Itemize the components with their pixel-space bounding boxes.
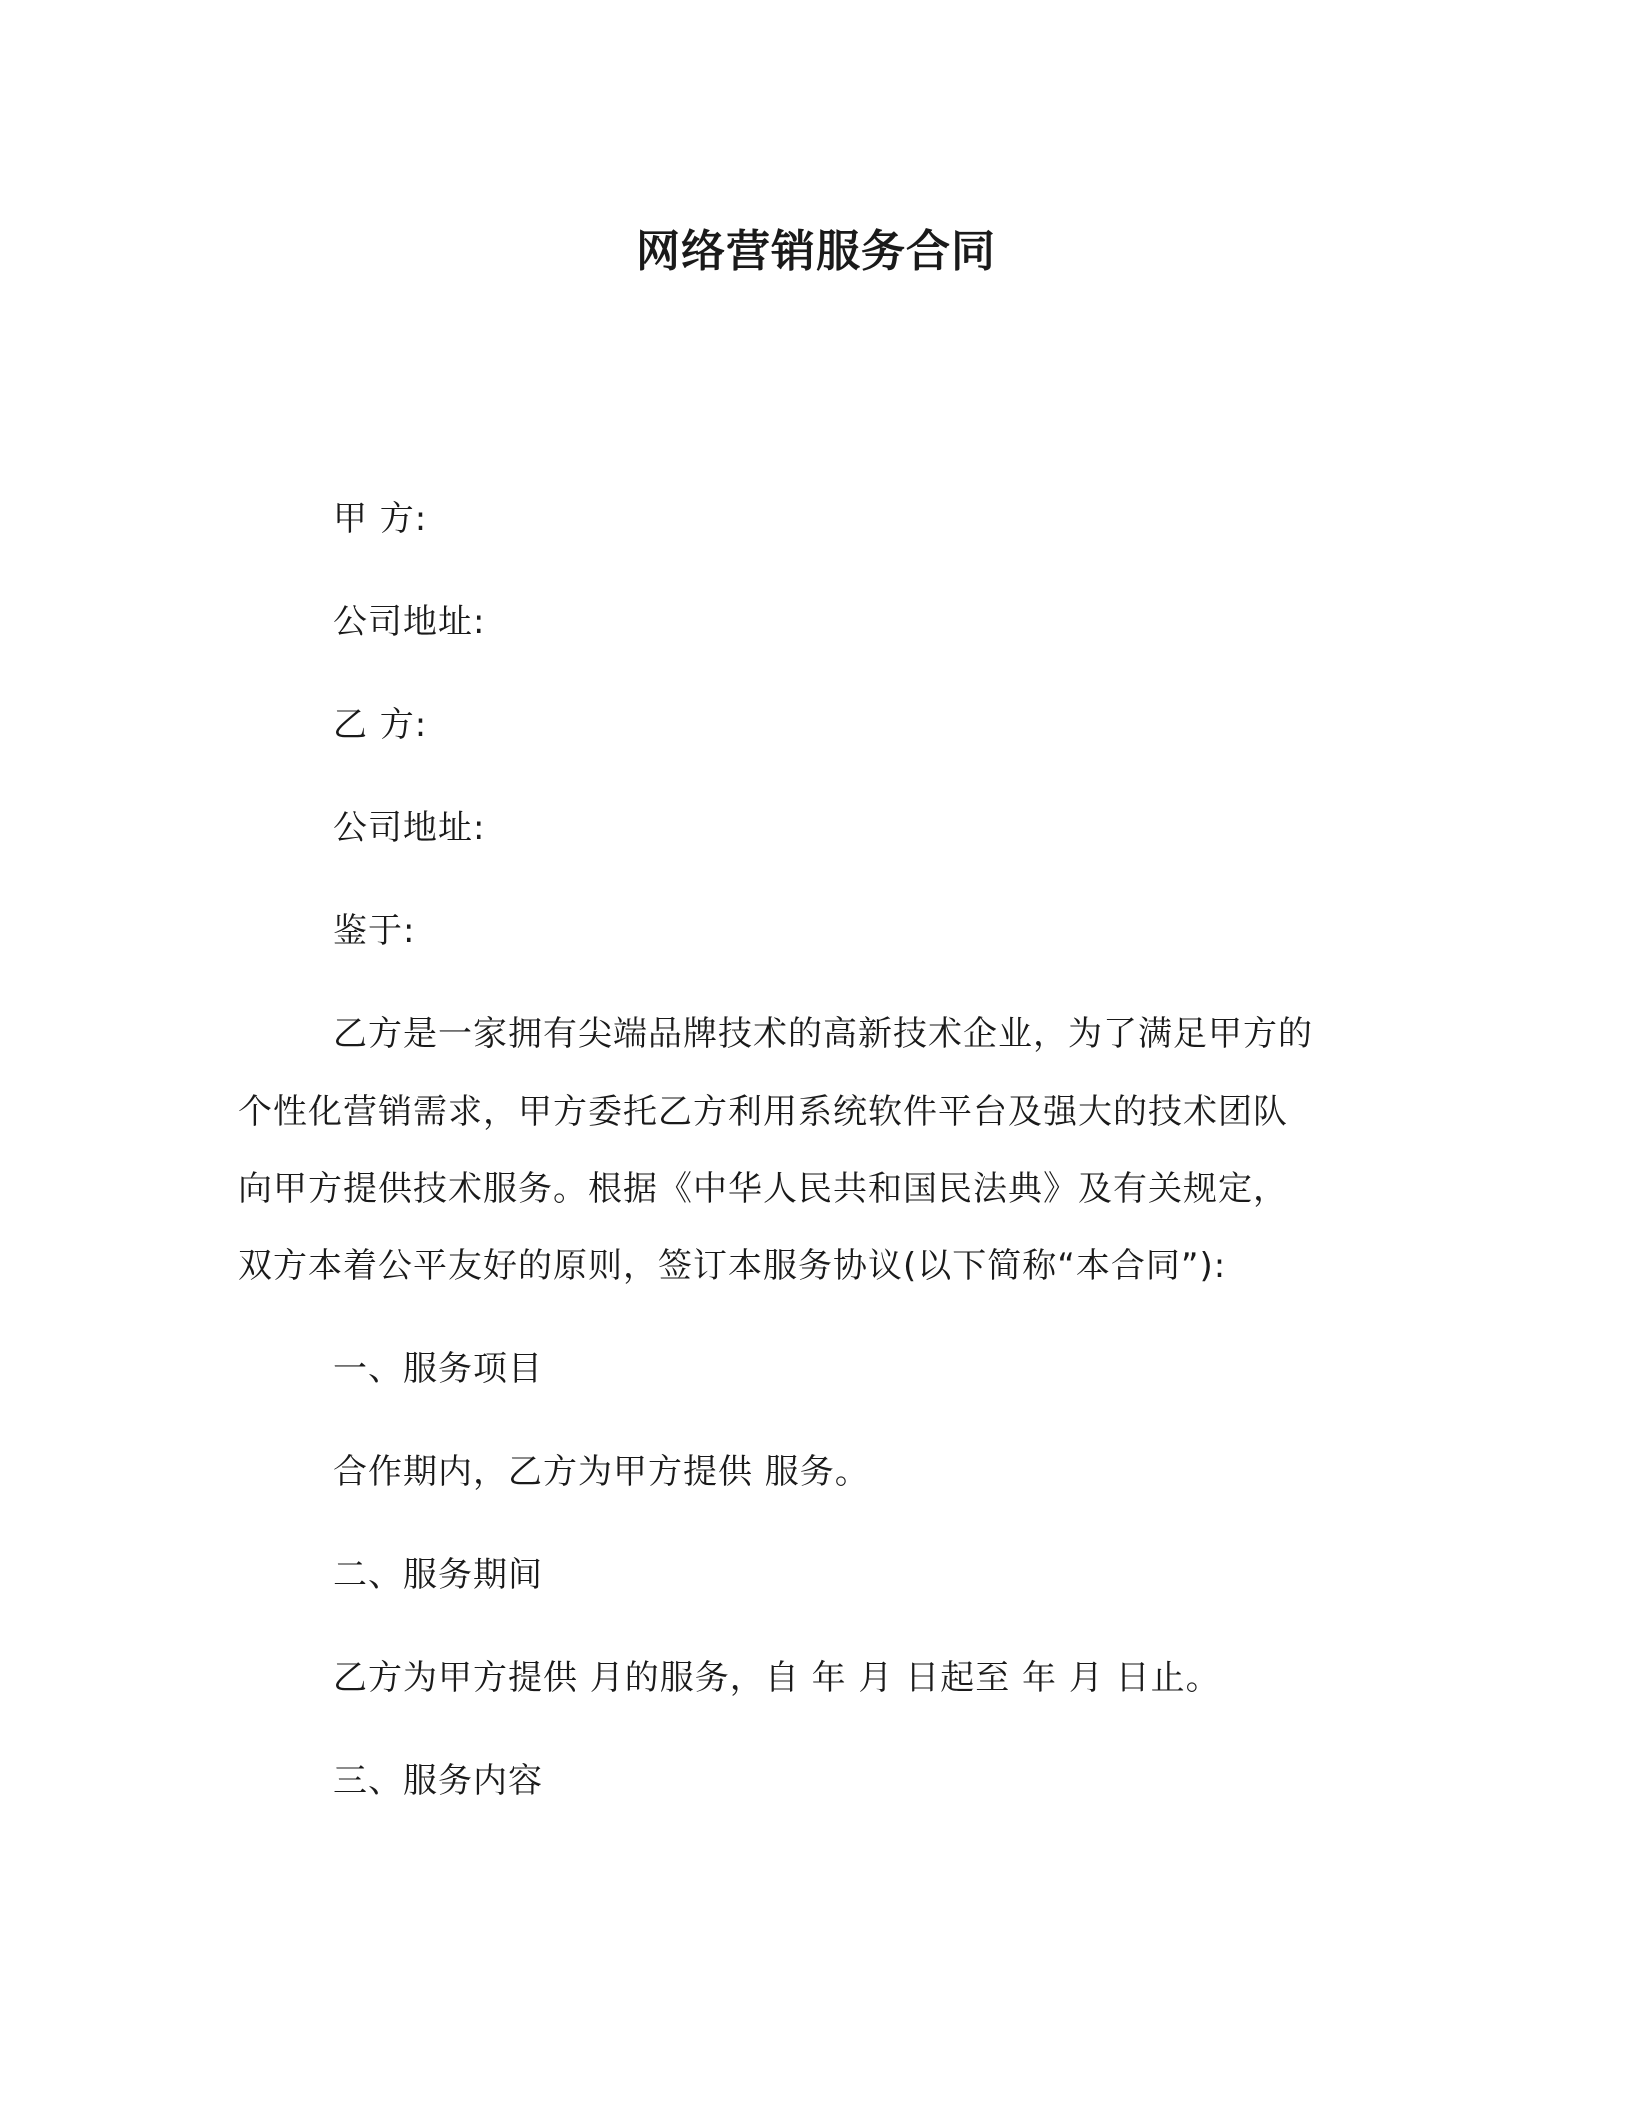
preamble-line: 乙方是一家拥有尖端品牌技术的高新技术企业，为了满足甲方的 <box>333 1014 1313 1054</box>
section-heading: 二、服务期间 <box>333 1555 543 1595</box>
preamble-line: 双方本着公平友好的原则，签订本服务协议(以下简称“本合同”): <box>238 1246 1227 1286</box>
section-heading: 三、服务内容 <box>333 1761 543 1801</box>
section-heading: 一、服务项目 <box>333 1349 543 1389</box>
party-b-address-label: 公司地址: <box>333 808 486 848</box>
document-title: 网络营销服务合同 <box>636 226 996 277</box>
preamble-line: 向甲方提供技术服务。根据《中华人民共和国民法典》及有关规定， <box>238 1169 1288 1209</box>
party-a-address-label: 公司地址: <box>333 602 486 642</box>
preamble-line: 个性化营销需求，甲方委托乙方利用系统软件平台及强大的技术团队 <box>238 1092 1288 1132</box>
section-body: 合作期内，乙方为甲方提供 服务。 <box>333 1452 870 1492</box>
whereas-label: 鉴于: <box>333 911 416 951</box>
party-a-label: 甲 方: <box>333 499 428 539</box>
section-body: 乙方为甲方提供 月的服务，自 年 月 日起至 年 月 日止。 <box>333 1658 1221 1698</box>
party-b-label: 乙 方: <box>333 705 428 745</box>
